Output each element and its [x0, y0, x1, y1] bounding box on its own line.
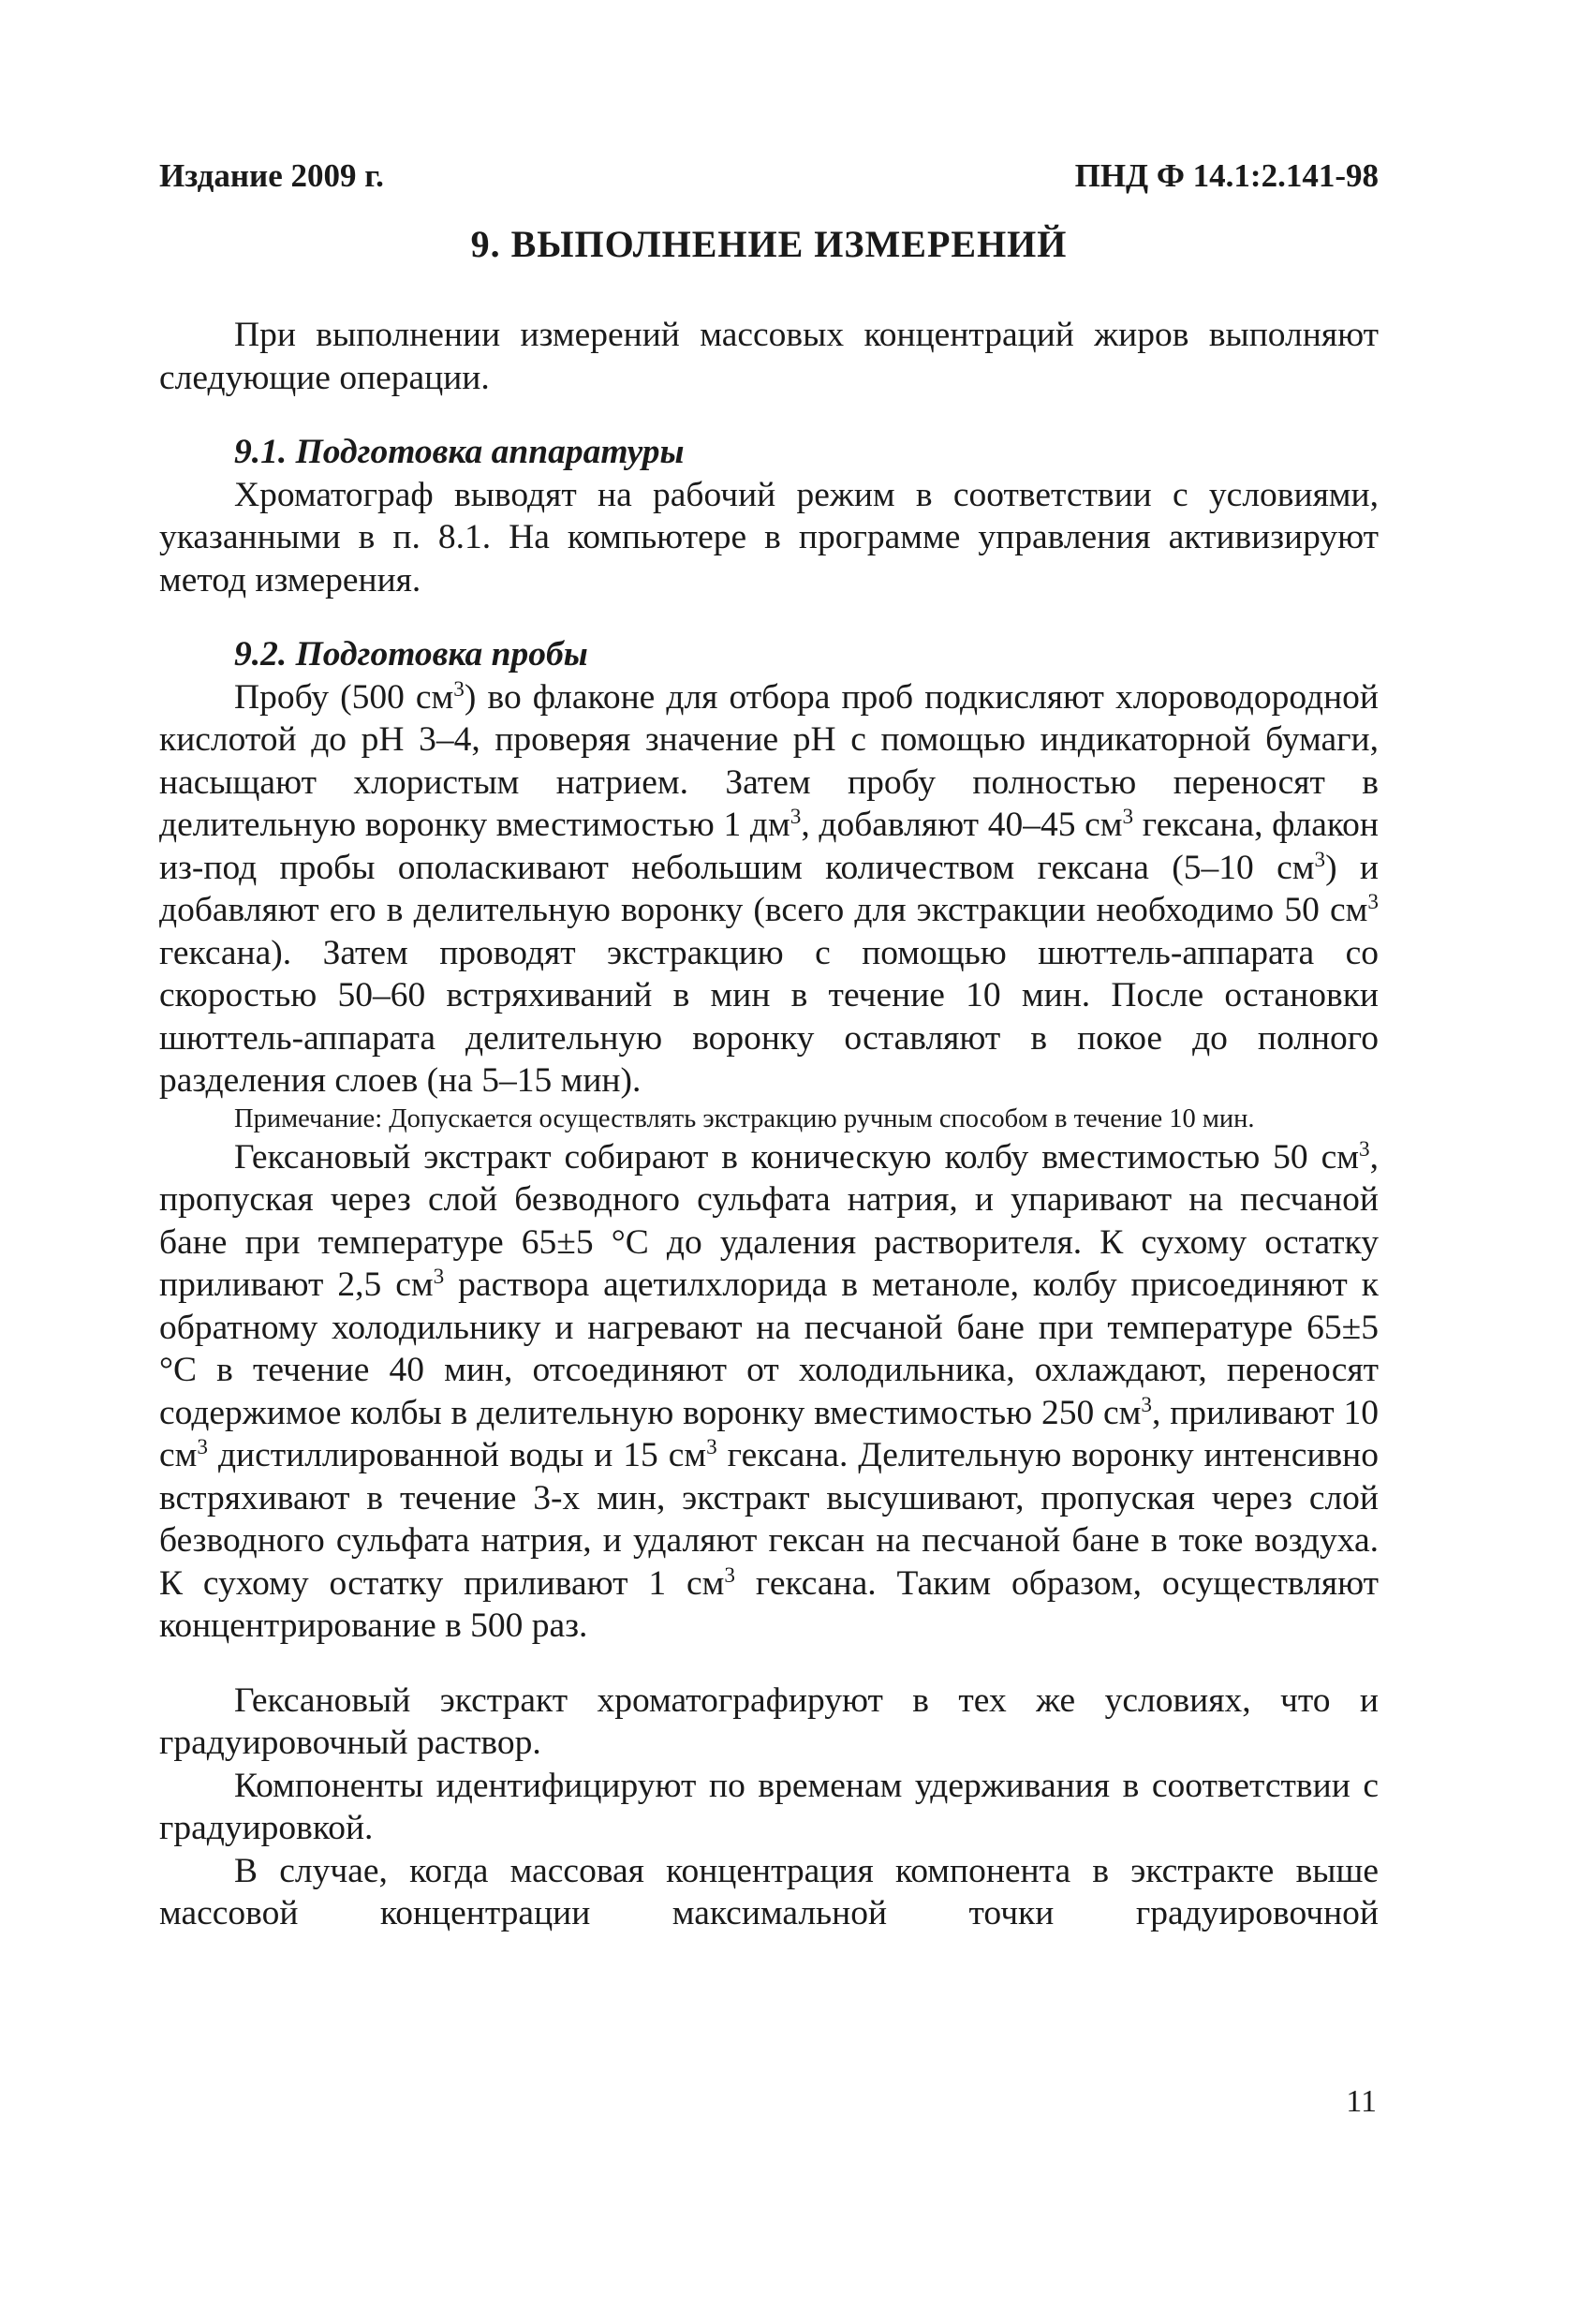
text-segment: раствора ацетилхлорида в метаноле, колбу присоединяют к обратному холодильнику и нагревают на песчаной бане при температуре 65±5 °С в течение 40 мин, отсоединяют от холодильника, охлаждают, переносят содержимое колбы в делительную воронку вместимостью 250 см: [159, 1266, 1379, 1432]
superscript-3: 3: [433, 1265, 445, 1290]
intro-paragraph: При выполнении измерений массовых концентраций жиров выполняют следующие операции.: [159, 316, 1379, 397]
page-header: [159, 157, 1379, 195]
text-segment: , добавляют 40–45 см: [801, 806, 1123, 844]
superscript-3: 3: [1314, 847, 1326, 872]
note-paragraph: Примечание: Допускается осуществлять экстракцию ручным способом в течение 10 мин.: [234, 1103, 1255, 1133]
superscript-3: 3: [706, 1435, 717, 1460]
subsection-heading-9-2: 9.2. Подготовка пробы: [234, 635, 588, 674]
superscript-3: 3: [1141, 1392, 1153, 1417]
text-segment: гексана. Делительную воронку интенсивно встряхивают в течение 3-х мин, экстракт высушивают, пропуская через слой безводного сульфата натрия, и удаляют гексан на песчаной бане в токе воздуха. К сухому остатку приливают 1 см: [159, 1436, 1379, 1603]
section-title: 9. ВЫПОЛНЕНИЕ ИЗМЕРЕНИЙ: [470, 223, 1068, 265]
superscript-3: 3: [197, 1435, 208, 1460]
text-segment: гексана). Затем проводят экстракцию с помощью шюттель-аппарата со скоростью 50–60 встряхиваний в мин в течение 10 мин. После остановки шюттель-аппарата делительную воронку оставляют в покое до полного разделения слоев (на 5–15 мин).: [159, 933, 1379, 1100]
body-text: [159, 314, 1379, 1935]
text-segment: , пропуская через слой безводного сульфата натрия, и упаривают на песчаной бане при температуре 65±5 °С до удаления растворителя. К сухому остатку приливают 2,5 см: [159, 1137, 1379, 1304]
text-segment: Пробу (500 см: [234, 677, 454, 717]
paragraph-high-concentration: В случае, когда массовая концентрация компонента в экстракте выше массовой концентрации максимальной точки градуировочной: [159, 1851, 1379, 1932]
paragraph-chromatography: Гексановый экстракт хроматографируют в тех же условиях, что и градуировочный раствор.: [159, 1680, 1379, 1762]
superscript-3: 3: [790, 805, 802, 830]
text-segment: ) во флаконе для отбора проб подкисляют хлороводородной кислотой до pH 3–4, проверяя значение pH с помощью индикаторной бумаги, насыщают хлористым натрием. Затем пробу полностью переносят в делительную воронку вместимостью 1 дм: [159, 677, 1379, 844]
superscript-3: 3: [1367, 890, 1379, 915]
text-segment: дистиллированной воды и 15 см: [208, 1436, 707, 1474]
superscript-3: 3: [1122, 805, 1134, 830]
paragraph-identification: Компоненты идентифицируют по временам удерживания в соответствии с градуировкой.: [159, 1766, 1379, 1847]
subsection-heading-9-1: 9.1. Подготовка аппаратуры: [234, 433, 685, 471]
edition-label: Издание 2009 г.: [159, 157, 384, 194]
superscript-3: 3: [453, 676, 465, 702]
text-segment: гексана. Таким образом, осуществляют концентрирование в 500 раз.: [159, 1563, 1379, 1645]
paragraph-sample-preparation: [159, 676, 1379, 1103]
paragraph-hexane-extract: [159, 1136, 1379, 1648]
superscript-3: 3: [1359, 1136, 1370, 1162]
text-segment: Гексановый экстракт собирают в коническую колбу вместимостью 50 см: [234, 1137, 1359, 1177]
page-number: 11: [1346, 2084, 1377, 2119]
text-segment: гексана, флакон из-под пробы ополаскивают небольшим количеством гексана (5–10 см: [159, 806, 1379, 887]
text-segment: ) и добавляют его в делительную воронку (всего для экстракции необходимо 50 см: [159, 848, 1380, 929]
paragraph-equipment-preparation: Хроматограф выводят на рабочий режим в соответствии с условиями, указанными в п. 8.1. На компьютере в программе управления активизируют метод измерения.: [159, 475, 1379, 600]
document-code: ПНД Ф 14.1:2.141-98: [1074, 157, 1379, 194]
text-segment: , приливают 10 см: [159, 1393, 1379, 1474]
superscript-3: 3: [724, 1562, 736, 1588]
